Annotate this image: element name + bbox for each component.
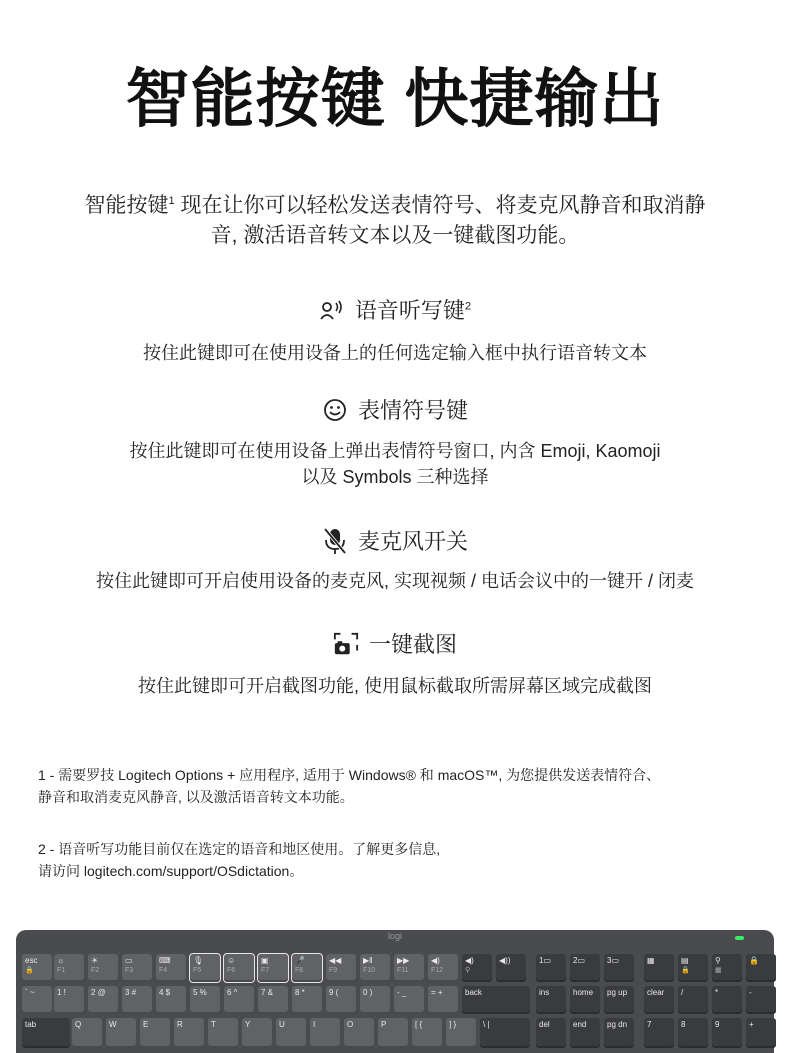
- feature-screenshot-title: 一键截图: [368, 632, 457, 657]
- intro-line2: 音, 激活语音转文本以及一键截图功能。: [210, 224, 580, 247]
- page-title: 智能按键 快捷输出: [125, 63, 665, 135]
- footnote-1-line2: 静音和取消麦克风静音, 以及激活语音转文本功能。: [38, 789, 354, 805]
- keyboard-key: 6 ^: [224, 986, 254, 1014]
- keyboard-key: *: [712, 986, 742, 1014]
- keyboard-key: W: [106, 1018, 136, 1048]
- emoji-smiley-icon: [322, 397, 348, 423]
- feature-screenshot-desc: [40, 673, 750, 699]
- keyboard-status-led: [735, 936, 744, 940]
- feature-screenshot-desc-line: 按住此键即可开启截图功能, 使用鼠标截取所需屏幕区域完成截图: [138, 676, 652, 696]
- feature-dictation-desc: [40, 340, 750, 366]
- keyboard-key: tab: [22, 1018, 70, 1048]
- keyboard-key: 8 *: [292, 986, 322, 1014]
- keyboard-key: 7: [644, 1018, 674, 1048]
- keyboard-key: 3 #: [122, 986, 152, 1014]
- keyboard-key: del: [536, 1018, 566, 1048]
- keyboard-key: ▣ F7: [258, 954, 288, 982]
- footnote-ref-1: 1: [168, 195, 175, 207]
- keyboard-key: 7 &: [258, 986, 288, 1014]
- mic-mute-icon: [322, 528, 348, 554]
- keyboard-key: P: [378, 1018, 408, 1048]
- keyboard-key: Y: [242, 1018, 272, 1048]
- keyboard-key: = +: [428, 986, 458, 1014]
- keyboard-key: ▦: [644, 954, 674, 982]
- keyboard-key: 5 %: [190, 986, 220, 1014]
- feature-dictation-title: 语音听写键: [354, 298, 465, 323]
- keyboard-key: 2▭: [570, 954, 600, 982]
- keyboard-key: U: [276, 1018, 306, 1048]
- keyboard-key: 8: [678, 1018, 708, 1048]
- intro-line1-a: 智能按键: [84, 194, 169, 217]
- feature-emoji-desc-line1: 按住此键即可在使用设备上弹出表情符号窗口, 内含 Emoji, Kaomoji: [129, 441, 661, 461]
- feature-emoji-heading: [0, 394, 790, 425]
- footnote-2: [38, 838, 758, 882]
- keyboard-key: 🔒: [746, 954, 776, 982]
- keyboard-key: \ |: [480, 1018, 530, 1048]
- keyboard-key: ◀) F12: [428, 954, 458, 982]
- feature-emoji-desc: [40, 438, 750, 490]
- keyboard-key: 9 (: [326, 986, 356, 1014]
- keyboard-key: 🎙 F5: [190, 954, 220, 982]
- keyboard-key: E: [140, 1018, 170, 1048]
- feature-mic-desc-line: 按住此键即可开启使用设备的麦克风, 实现视频 / 电话会议中的一键开 / 闭麦: [95, 571, 694, 591]
- intro-paragraph: [40, 186, 750, 251]
- keyboard-key: 🎤 F8: [292, 954, 322, 982]
- intro-line1-b: 现在让你可以轻松发送表情符号、将麦克风静音和取消静: [174, 194, 706, 217]
- keyboard-key: esc 🔒: [22, 954, 52, 982]
- footnote-2-line1: 2 - 语音听写功能目前仅在选定的语音和地区使用。了解更多信息,: [38, 841, 441, 857]
- keyboard-key: 1 !: [54, 986, 84, 1014]
- keyboard-key: 0 ): [360, 986, 390, 1014]
- keyboard-key: home: [570, 986, 600, 1014]
- keyboard-key: 3▭: [604, 954, 634, 982]
- feature-dictation-desc-line: 按住此键即可在使用设备上的任何选定输入框中执行语音转文本: [143, 343, 647, 363]
- keyboard-key: pg up: [604, 986, 634, 1014]
- voice-dictation-icon: [319, 297, 345, 323]
- keyboard-key: ▶‖ F10: [360, 954, 390, 982]
- keyboard-key: -: [746, 986, 776, 1014]
- keyboard-key: I: [310, 1018, 340, 1048]
- keyboard-key: ⌨ F4: [156, 954, 186, 982]
- keyboard-key: clear: [644, 986, 674, 1014]
- keyboard-key: ◀)): [496, 954, 526, 982]
- keyboard-image: [16, 930, 774, 1053]
- keyboard-key: O: [344, 1018, 374, 1048]
- keyboard-key: ☺ F6: [224, 954, 254, 982]
- feature-mic-desc: [40, 568, 750, 594]
- footnote-1: [38, 764, 758, 808]
- keyboard-key: ◀◀ F9: [326, 954, 356, 982]
- keyboard-key: end: [570, 1018, 600, 1048]
- feature-emoji-desc-line2: 以及 Symbols 三种选择: [301, 467, 489, 487]
- keyboard-key: 9: [712, 1018, 742, 1048]
- keyboard-key: ☀ F2: [88, 954, 118, 982]
- keyboard-key: ins: [536, 986, 566, 1014]
- feature-mic-heading: [0, 525, 790, 556]
- keyboard-key: 2 @: [88, 986, 118, 1014]
- screenshot-icon: [333, 631, 359, 657]
- keyboard-key: 1▭: [536, 954, 566, 982]
- keyboard-key: ▭ F3: [122, 954, 152, 982]
- feature-screenshot-heading: [0, 628, 790, 659]
- feature-emoji-title: 表情符号键: [357, 398, 468, 423]
- keyboard-key: 4 $: [156, 986, 186, 1014]
- keyboard-key: /: [678, 986, 708, 1014]
- keyboard-key: pg dn: [604, 1018, 634, 1048]
- keyboard-key: - _: [394, 986, 424, 1014]
- keyboard-key: ` ~: [22, 986, 52, 1014]
- keyboard-key: ☼ F1: [54, 954, 84, 982]
- keyboard-key: +: [746, 1018, 776, 1048]
- keyboard-key: ] }: [446, 1018, 476, 1048]
- keyboard-logo: logi: [388, 931, 403, 941]
- keyboard-key: Q: [72, 1018, 102, 1048]
- feature-mic-title: 麦克风开关: [357, 529, 468, 554]
- keyboard-key: ▤ 🔒: [678, 954, 708, 982]
- footnote-1-line1: 1 - 需要罗技 Logitech Options + 应用程序, 适用于 Windows® 和 macOS™, 为您提供发送表情符合、: [38, 767, 661, 783]
- keyboard-key: R: [174, 1018, 204, 1048]
- feature-dictation-heading: [0, 294, 790, 325]
- keyboard-key: back: [462, 986, 530, 1014]
- keyboard-key: T: [208, 1018, 238, 1048]
- keyboard-key: ⚲ ▦: [712, 954, 742, 982]
- keyboard-key: [ {: [412, 1018, 442, 1048]
- keyboard-key: ◀) ⚲: [462, 954, 492, 982]
- footnote-2-line2: 请访问 logitech.com/support/OSdictation。: [38, 863, 304, 879]
- keyboard-key: ▶▶ F11: [394, 954, 424, 982]
- footnote-ref-2: 2: [464, 300, 472, 313]
